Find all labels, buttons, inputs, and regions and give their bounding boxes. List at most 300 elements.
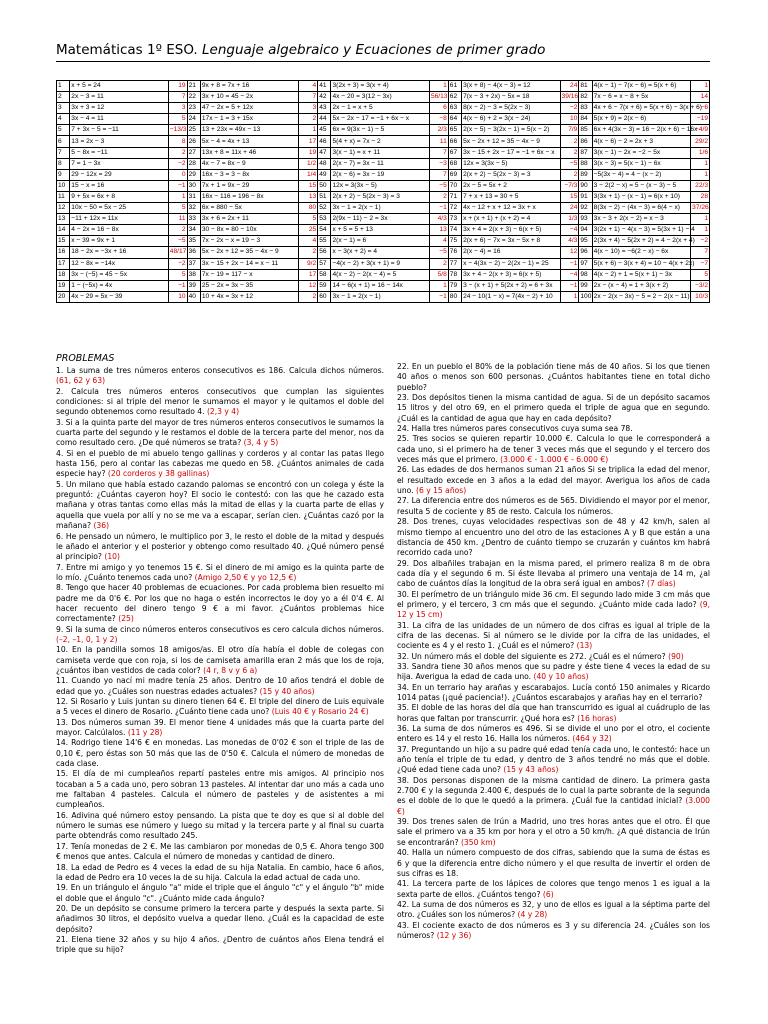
problem-item [397,724,710,745]
equation-text: 4(x − 2) − 2(x − 4) = 5 [331,269,430,280]
problem-item [397,848,710,879]
equation-solution: 19 [168,81,187,92]
equation-number: 85 [579,125,592,136]
equation-solution: 1 [429,280,448,291]
equation-solution: 1 [691,225,710,236]
problem-text: Si Rosario y Luis juntan su dinero tienen 64 €. El triple del dinero de Luis equivale a 5 veces el dinero de Rosario. ¿Cuánto tiene cada uno? [56,697,385,717]
problem-text: La cifra de las unidades de un número de dos cifras es igual al triple de la cifra de las decenas. Si al número se le divide por la cifra de las unidades, el cociente es 4 y el resto 1. ¿Cuál es el número? [397,620,711,651]
problems-column-right [397,362,710,941]
equation-solution: −5 [560,158,579,169]
equation-solution: 2 [299,291,318,302]
equation-text: −4(x − 2) + 3(x + 1) = 9 [331,258,430,269]
equation-solution: −13/3 [168,125,187,136]
problem-item [56,449,384,480]
table-row [57,147,710,158]
problem-number: 32. [397,651,410,661]
equation-solution: 2 [299,114,318,125]
equation-text: 2x − (x − 4) = 1 + 3(x + 2) [592,280,691,291]
equation-text: 5(4 + x) = 7x − 2 [331,136,430,147]
problem-text: Dos personas disponen de la misma cantidad de dinero. La primera gasta 2.700 € y la segunda 2.400 €, después de lo cual la parte sobrante de la segunda es el doble de lo que le quedó a la primera. ¿Cuál fue la cantidad inicial? [397,775,710,806]
table-row [57,191,710,202]
equation-solution: 19 [299,147,318,158]
equation-number: 26 [187,136,200,147]
equation-solution: 15 [560,191,579,202]
equation-text: 5 − 8x = −11 [70,147,169,158]
equation-number: 41 [318,81,331,92]
problem-answer: (15 y 40 años) [259,686,315,696]
problem-answer: (12 y 36) [436,930,472,940]
equation-text: 5(x + 6) − 3(x + 4) = 10 − 4(x + 2x) [592,258,691,269]
table-row [57,258,710,269]
equation-text: 47 − 2x = 5 + 12x [200,103,299,114]
equation-solution: −1 [429,291,448,302]
problem-number: 41. [397,879,410,889]
equation-solution: 2 [429,258,448,269]
equation-solution: 3 [299,103,318,114]
equation-number: 39 [187,280,200,291]
problem-number: 33. [397,661,410,671]
equation-text: 2x − 2(x − 3x) − 5 = 2 − 2(x − 11) [592,291,691,302]
equation-solution: 4 [299,81,318,92]
problem-text: De un depósito se consume primero la tercera parte y después la sexta parte. Si añadimos 30 litros, el depósito vuelva a quedar lleno. ¿Cuál es la capacidad de este depósito? [56,903,384,934]
problem-number: 6. [56,531,64,541]
problem-answer: (3.000 €) [397,796,711,816]
equation-number: 54 [318,225,331,236]
equation-solution: −1 [429,203,448,214]
equation-number: 68 [448,158,461,169]
equation-text: 2x − 3 = 11 [70,92,169,103]
problem-text: Dos números suman 39. El menor tiene 4 unidades más que la cuarta parte del mayor. Calcúlalos. [56,717,385,738]
equation-solution: 2 [168,225,187,236]
table-row [57,291,710,302]
equation-number: 28 [187,158,200,169]
equation-text: 3x + 4 = 2(x + 3) − 6(x + 5) [462,225,561,236]
problem-text: La suma de dos números es 496. Si se divide el uno por el otro, el cociente entero es 14 y el resto 16. Halla los números. [397,724,710,744]
equation-solution: 9/2 [299,258,318,269]
equation-number: 18 [57,269,70,280]
table-row [57,92,710,103]
equation-number: 14 [57,225,70,236]
problem-number: 24. [397,424,410,434]
problem-answer: (90) [668,651,684,661]
equation-number: 53 [318,214,331,225]
equation-solution: −2 [691,236,710,247]
equation-text: 2(x − 6) = 3x − 19 [331,169,430,180]
problem-answer: (15 y 43 años) [503,765,559,775]
problem-number: 5. [56,479,64,489]
equation-number: 61 [448,81,461,92]
equation-number: 62 [448,92,461,103]
problem-answer: (Luis 40 € y Rosario 24 €) [271,707,369,717]
equation-solution: 24 [560,203,579,214]
problem-text: Sandra tiene 30 años menos que su padre y éste tiene 4 veces la edad de su hija. Averigua la edad de cada uno. [397,661,711,682]
equation-solution: 5/8 [429,269,448,280]
problem-item [397,921,710,942]
equation-number: 90 [579,180,592,191]
problem-item [56,645,384,676]
equation-text: 2(x − 7) = 3x − 11 [331,158,430,169]
equation-number: 13 [57,214,70,225]
problem-answer: (16 horas) [577,713,617,723]
title-subject: Matemáticas 1º ESO. [56,42,198,58]
equation-text: 13 + 23x = 49x − 13 [200,125,299,136]
problem-text: Adivina qué número estoy pensando. La pista que te doy es que si al doble del número le sumas ese número y luego su mitad y la tercera parte y al final su cuarta parte obtendrás como resultado 245. [56,810,384,841]
equation-solution: 10 [168,291,187,302]
equation-text: 4(x − 2) + 1 = 5(x + 1) − 3x [592,269,691,280]
equation-text: 3(3x + 1) − (x − 1) = 6(x + 10) [592,191,691,202]
equation-number: 64 [448,114,461,125]
equation-solution: 2 [560,136,579,147]
equation-text: 3x + 6 = 2x + 11 [200,214,299,225]
equation-text: 2(9x − 11) − 2 = 3x [331,214,430,225]
equation-text: 8(x − 2) − 3 = 5(2x − 3) [462,103,561,114]
problem-text: Un número más el doble del siguiente es 272. ¿Cuál es el número? [411,651,666,661]
equation-text: 6x + 4(3x − 3) = 16 − 2(x + 6) − 16x [592,125,691,136]
equation-solution: −19 [691,114,710,125]
problem-text: Elena tiene 32 años y su hijo 4 años. ¿Dentro de cuántos años Elena tendrá el triple que su hijo? [56,934,384,955]
equation-solution: 5 [168,269,187,280]
equation-number: 19 [57,280,70,291]
problem-answer: (40 y 10 años) [533,672,589,682]
equation-solution: 7 [429,169,448,180]
equation-number: 12 [57,203,70,214]
equation-number: 92 [579,203,592,214]
equation-solution: −8 [429,114,448,125]
problem-answer: (36) [93,521,110,531]
problem-item [56,532,384,563]
table-row [57,81,710,92]
equation-solution: 3 [168,103,187,114]
table-row [57,225,710,236]
equation-number: 29 [187,169,200,180]
title-underline [56,61,710,62]
equation-text: 4(x − 6) + 2 = 3(x − 24) [462,114,561,125]
equation-text: x − 39 = 9x + 1 [70,236,169,247]
title-topic: Lenguaje algebraico y Ecuaciones de primer grado [202,42,546,58]
problem-answer: (61, 62 y 63) [56,376,106,386]
equation-number: 20 [57,291,70,302]
equation-solution: 2 [299,247,318,258]
problem-item [397,683,710,704]
equation-text: 4(x − 6) − 2 = 2x + 3 [592,136,691,147]
equation-number: 66 [448,136,461,147]
equation-number: 47 [318,147,331,158]
problem-answer: (20 corderos y 38 gallinas) [107,469,210,479]
equation-number: 81 [579,81,592,92]
equation-number: 36 [187,247,200,258]
problem-answer: (–2, –1, 0, 1 y 2) [56,634,118,644]
equation-text: 8(3x − 2) − (4x − 3) = 6(4 − x) [592,203,691,214]
equation-solution: 17 [299,136,318,147]
equation-text: 4x − 12 + x + 12 = 3x + x [462,203,561,214]
problem-text: Tengo que hacer 40 problemas de ecuaciones. Por cada problema bien resuelto mi padre me da 0'6 €. Por los que no haga o estén incorrectos le doy yo a él 0'4 €. Al hacer recuento del dinero tengo 9 € a mi favor. ¿Cuántos problemas hice correctamente? [56,583,384,624]
equation-number: 17 [57,258,70,269]
equation-text: −11 + 12x = 11x [70,214,169,225]
problem-text: Entre mi amigo y yo tenemos 15 €. Si el dinero de mi amigo es la quinta parte de lo mío. ¿Cuánto tenemos cada uno? [56,562,384,582]
equation-text: 2(x − 5) − 3(2x − 1) = 5(x − 2) [462,125,561,136]
problem-answer: (7 días) [647,579,676,589]
problem-text: El perímetro de un triángulo mide 36 cm. El segundo lado mide 3 cm más que el primero, y el tercero, 3 cm más que el segundo. ¿Cuánto mide cada lado? [397,589,710,609]
equation-text: 5x − 2x + 12 = 35 − 4x − 9 [200,247,299,258]
problem-text: Dos trenes salen de Irún a Madrid, uno tres horas antes que el otro. Él que sale el primero va a 35 km por hora y el otro a 50 km/h. ¿A qué distancia de Irún se encontrarán? [397,817,710,847]
equation-number: 96 [579,247,592,258]
equation-solution: 4/3 [429,214,448,225]
equation-number: 35 [187,236,200,247]
equation-solution: 7 [299,92,318,103]
problem-item [56,769,384,810]
equation-text: 3(x − 1) − 2x = −2 − 5x [592,147,691,158]
equation-solution: 6 [429,103,448,114]
equation-number: 52 [318,203,331,214]
problem-item [56,418,384,449]
equation-text: 17x − 1 = 3 + 15x [200,114,299,125]
problem-text: Calcula tres números enteros consecutivos que cumplan las siguientes condiciones: si al triple del menor le sumamos el mayor y le quitamos el doble del segundo obtenemos como resultado 4. [56,386,384,417]
problem-item [56,366,384,387]
problem-number: 40. [397,848,410,858]
problem-number: 37. [397,744,410,754]
equation-number: 10 [57,180,70,191]
equation-text: 2(x − 4) = 16 [462,247,561,258]
problem-number: 30. [397,589,410,599]
equation-solution: −1 [168,280,187,291]
problem-item [397,745,710,776]
problem-item [397,424,710,434]
equation-text: 3 − (x + 1) + 5(2x + 2) = 6 + 3x [462,280,561,291]
equation-text: 4 − 2x = 16 − 8x [70,225,169,236]
equation-text: 25 − 2x = 3x − 35 [200,280,299,291]
equation-number: 38 [187,269,200,280]
problem-number: 20. [56,903,69,913]
equation-text: 24 − 10(1 − x) = 7(4x − 2) + 10 [462,291,561,302]
equation-number: 44 [318,114,331,125]
problem-item [397,434,710,465]
problem-answer: (350 km) [460,837,496,847]
equation-solution: −2 [560,103,579,114]
table-row [57,236,710,247]
equation-solution: −6 [691,103,710,114]
problem-item [56,480,384,532]
equation-number: 71 [448,191,461,202]
equation-text: 2(x − 1) = 6 [331,236,430,247]
equation-solution: 1/3 [560,214,579,225]
equation-number: 77 [448,258,461,269]
table-row [57,280,710,291]
equation-number: 42 [318,92,331,103]
equation-solution: 48/17 [168,247,187,258]
equation-number: 37 [187,258,200,269]
equation-text: 9x + 8 = 7x + 16 [200,81,299,92]
equation-number: 2 [57,92,70,103]
equation-solution: 5 [691,269,710,280]
problem-text: Si en el pueblo de mi abuelo tengo gallinas y corderos y al contar las patas llego hasta 156, pero al contar las cabezas me quedo en 58. ¿Cuántos animales de cada especie hay? [56,448,385,479]
equation-number: 84 [579,114,592,125]
equation-solution: 11 [429,136,448,147]
equation-text: x + 5 = 24 [70,81,169,92]
problem-number: 22. [397,362,410,371]
equation-number: 88 [579,158,592,169]
problem-answer: (464 y 32) [572,734,612,744]
equation-text: 18 − 2x = −3x + 16 [70,247,169,258]
equation-number: 91 [579,191,592,202]
problem-answer: (10) [104,552,120,562]
equation-number: 32 [187,203,200,214]
problem-number: 43. [397,920,410,930]
equation-number: 4 [57,114,70,125]
problem-item [397,879,710,900]
equation-text: 7x − 6 = x − 8 + 5x [592,92,691,103]
problem-item [56,935,384,956]
equation-text: 12x = 3(3x − 5) [462,158,561,169]
equation-text: 4x − 7 = 8x − 9 [200,158,299,169]
equation-solution: 7/9 [560,125,579,136]
equation-solution: 4 [429,236,448,247]
problem-answer: (4 r, 8 v y 6 a) [203,665,258,675]
equation-text: 9 + 5x = 6x + 8 [70,191,169,202]
problem-answer: (13) [576,641,593,651]
problem-text: En un terrario hay arañas y escarabajos. Lucía contó 150 animales y Ricardo 1014 patas (¡qué paciencia!). ¿Cuántos escarabajos y arañas hay en el terrario? [397,682,710,702]
equation-number: 58 [318,269,331,280]
problem-number: 12. [56,697,69,706]
equation-solution: 10/3 [691,291,710,302]
problem-text: La edad de Pedro es 4 veces la edad de su hija Natalia. En cambio, hace 6 años, la edad de Pedro era 10 veces la de su hija. Calcula la edad actual de cada uno. [56,862,384,882]
equation-text: 7 + 3x − 5 = −11 [70,125,169,136]
problem-text: En la pandilla somos 18 amigos/as. El otro día había el doble de colegas con camiseta verde que con roja, si los de camiseta amarilla eran 2 más que los de roja, ¿cuántos iban vestidos de cada color? [56,645,384,675]
equation-number: 48 [318,158,331,169]
problem-text: La diferencia entre dos números es de 565. Dividiendo el mayor por el menor, resulta 5 de cociente y 85 de resto. Calcula los números. [397,496,710,516]
equation-number: 3 [57,103,70,114]
equation-text: 16x − 3 = 3 − 8x [200,169,299,180]
equation-number: 93 [579,214,592,225]
equation-solution: 12 [299,280,318,291]
equation-number: 27 [187,147,200,158]
equation-number: 69 [448,169,461,180]
equation-number: 45 [318,125,331,136]
problem-number: 31. [397,620,410,630]
equation-text: 12 − 8x = −14x [70,258,169,269]
problem-text: En un triángulo el ángulo "a" mide el triple que el ángulo "c" y el ángulo "b" mide el doble que el ángulo "c". ¿Cuánto mide cada ángulo? [56,883,384,903]
equation-text: 7x + 1 = 9x − 29 [200,180,299,191]
equation-solution: 1/2 [299,158,318,169]
equation-number: 50 [318,180,331,191]
equation-text: 3x + 10 = 45 − 2x [200,92,299,103]
equation-number: 25 [187,125,200,136]
equation-solution: 80 [299,203,318,214]
table-row [57,158,710,169]
equation-solution: 1 [691,214,710,225]
equation-solution: 1 [560,291,579,302]
problem-text: El día de mi cumpleaños repartí pasteles entre mis amigos. Al principio nos tocaban a 5 a cada uno, pero sobran 13 pasteles. Al intentar dar uno más a cada uno me faltaban 4 pasteles. Calcula el número de pasteles y de asistentes a mi cumpleaños. [56,769,384,810]
equation-text: 12x = 3(3x − 5) [331,180,430,191]
problem-number: 34. [397,682,410,692]
equation-text: 4x − 20 = 3(12 − 3x) [331,92,430,103]
equation-text: 10x − 50 = 5x − 25 [70,203,169,214]
equation-number: 43 [318,103,331,114]
problem-text: Rodrigo tiene 14'6 € en monedas. Las monedas de 0'02 € son el triple de las de 0,10 €, pero éstas son 50 más que las de 0'50 €. Calcula el número de monedas de cada clase. [56,738,384,769]
equation-text: 1 − (−5x) = 4x [70,280,169,291]
problem-item [397,621,710,652]
equation-solution: 12 [560,247,579,258]
equation-text: 3(x + 8) − 4(x − 3) = 12 [462,81,561,92]
equation-text: 3(2x + 3) = 3(x + 4) [331,81,430,92]
problem-text: Un milano que había estado cazando palomas se encontró con un colega y éste la preguntó: ¿Cuántas cayeron hoy? El socio le contestó: con las que he cazado esta mañana y otras tantas como ellas más la mitad de ellas y la cuarta parte de ellas y aquella que vuela por allí y no se me va a escapar, serían cien. ¿Cuántas cazó por la mañana? [56,479,384,531]
problem-list-right [397,362,710,941]
table-row [57,103,710,114]
problem-number: 8. [56,583,64,593]
problem-number: 17. [56,841,69,851]
equation-text: −5(3x − 4) = 4 − (x − 2) [592,169,691,180]
equation-number: 94 [579,225,592,236]
equation-solution: 1 [691,81,710,92]
equation-number: 46 [318,136,331,147]
equation-text: 4x − 29 = 5x − 39 [70,291,169,302]
equation-solution: 10 [560,114,579,125]
problem-item [397,362,710,393]
problem-answer: (11 y 28) [127,728,163,738]
problem-item [397,662,710,683]
problem-number: 27. [397,496,410,506]
equation-solution: 24 [560,81,579,92]
equation-number: 60 [318,291,331,302]
equation-solution: 1 [691,158,710,169]
table-row [57,180,710,191]
equation-number: 30 [187,180,200,191]
problem-number: 14. [56,738,69,748]
problem-item [56,842,384,863]
problem-item [397,517,710,558]
problem-number: 10. [56,645,69,655]
equation-text: 2x − 1 = x + 5 [331,103,430,114]
problem-text: Dos albañiles trabajan en la misma pared, el primero realiza 8 m de obra cada día y el segundo 6 m. Si éste llevaba al primero una ventaja de 14 m, ¿al cabo de cuántos días la longitud de la obra será igual en ambos? [397,558,711,589]
equation-solution: 8 [168,136,187,147]
equation-solution: 5 [168,114,187,125]
equation-number: 59 [318,280,331,291]
problem-text: He pensado un número, le multiplico por 3, le resto el doble de la mitad y después le añado el anterior y el posterior y obtengo como resultado 40. ¿Qué número pensé al principio? [56,531,384,562]
table-row [57,125,710,136]
equation-solution: −5 [168,236,187,247]
problem-text: En un pueblo el 80% de la población tiene más de 40 años. Si los que tienen 40 años o menos son 600 personas. ¿Cuántos habitantes tiene en total dicho pueblo? [397,362,710,392]
equation-number: 70 [448,180,461,191]
equation-solution: 0 [168,169,187,180]
equation-number: 87 [579,147,592,158]
problem-number: 2. [56,386,64,396]
equation-text: 3(2x + 1) − 4(x − 3) = 5(3x + 1) − 4 [592,225,691,236]
equation-number: 67 [448,147,461,158]
problem-number: 26. [397,465,410,475]
problem-number: 35. [397,703,410,713]
problem-item [56,697,384,718]
equation-text: 3x + 3 = 12 [70,103,169,114]
problem-number: 11. [56,676,69,686]
equation-text: 13 = 2x − 3 [70,136,169,147]
problem-item [56,583,384,624]
table-row [57,247,710,258]
equation-text: x − 3(x + 2) = 4 [331,247,430,258]
problem-item [397,817,710,848]
equation-number: 57 [318,258,331,269]
equation-number: 86 [579,136,592,147]
equation-solution: −5 [429,180,448,191]
equation-number: 98 [579,269,592,280]
equation-solution: 2 [168,147,187,158]
equation-number: 76 [448,247,461,258]
problem-item [397,496,710,517]
equation-text: 7 + x + 13 = 30 + 5 [462,191,561,202]
equation-text: 5x − 2x − 17 = −1 + 6x − x [331,114,430,125]
equation-text: 30 − 8x = 80 − 10x [200,225,299,236]
problem-number: 3. [56,417,64,427]
problem-item [56,904,384,935]
equation-solution: 2 [560,169,579,180]
